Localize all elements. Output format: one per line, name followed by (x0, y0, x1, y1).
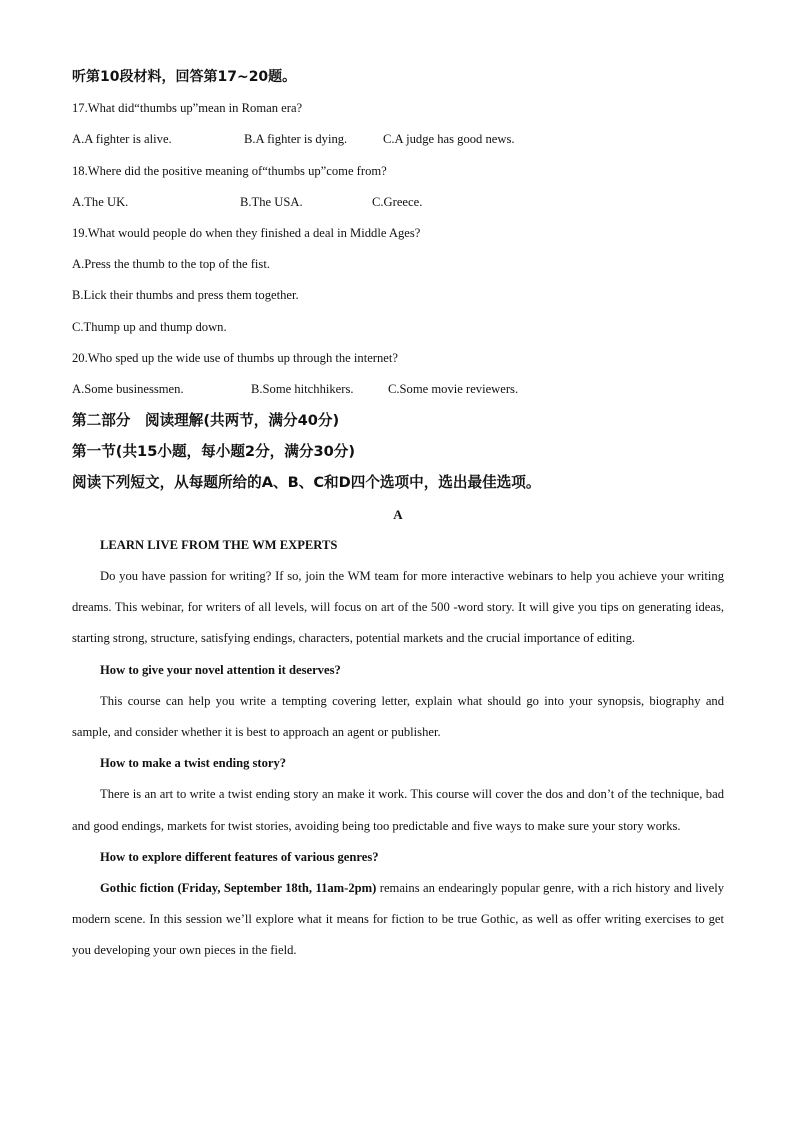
option-c: C.Some movie reviewers. (388, 381, 519, 396)
option-row (72, 187, 724, 218)
reading-instruction: 阅读下列短文，从每题所给的A、B、C和D四个选项中，选出最佳选项。 (72, 474, 541, 492)
passage-letter: A (393, 506, 403, 522)
option-b: B.The USA. (240, 194, 303, 209)
section-title: 第一节(共15小题，每小题2分，满分30分) (72, 443, 356, 461)
option-c: C.Thump up and thump down. (72, 319, 227, 334)
gothic-paragraph (72, 873, 724, 967)
section-heading: How to give your novel attention it deserves? (100, 662, 341, 677)
gothic-body: remains an endearingly popular genre, with a rich history and lively modern scene. In this session we’ll explore what it means for fiction to be true Gothic, as well as offer writing exercises to get you developing your own pieces in the field. (72, 880, 724, 958)
part-title: 第二部分 阅读理解(共两节，满分40分) (72, 412, 340, 430)
exam-page (72, 62, 724, 967)
option-a: A.Some businessmen. (72, 381, 184, 396)
option-b: B.A fighter is dying. (244, 132, 348, 147)
option-b: B.Some hitchhikers. (251, 381, 354, 396)
section-heading: How to make a twist ending story? (100, 756, 287, 771)
option-b: B.Lick their thumbs and press them together. (72, 288, 299, 303)
option-a: A.The UK. (72, 194, 129, 209)
section-body: There is an art to write a twist ending story an make it work. This course will cover the dos and don’t of the technique, bad and good endings, markets for twist stories, avoiding being too predictable and five ways to make sure your story works. (72, 787, 724, 833)
option-row (72, 124, 724, 155)
intro-paragraph: Do you have passion for writing? If so, join the WM team for more interactive webinars to help you achieve your writing dreams. This webinar, for writers of all levels, will focus on art of the 500 -word story. It will give you tips on generating ideas, starting strong, structure, satisfying endings, characters, potential markets and the crucial importance of editing. (72, 569, 724, 646)
section-heading: How to explore different features of various genres? (100, 849, 379, 864)
question-stem: 17.What did“thumbs up”mean in Roman era? (72, 101, 303, 116)
option-c: C.A judge has good news. (383, 132, 515, 147)
option-a: A.A fighter is alive. (72, 132, 172, 147)
option-c: C.Greece. (372, 194, 423, 209)
listening-instruction: 听第10段材料，回答第17~20题。 (72, 69, 297, 85)
question-stem: 20.Who sped up the wide use of thumbs up through the internet? (72, 350, 398, 365)
gothic-lead: Gothic fiction (Friday, September 18th, 11am-2pm) (100, 880, 377, 895)
question-stem: 18.Where did the positive meaning of“thumbs up”come from? (72, 163, 387, 178)
question-stem: 19.What would people do when they finished a deal in Middle Ages? (72, 225, 421, 240)
option-row (72, 374, 724, 405)
option-a: A.Press the thumb to the top of the fist. (72, 257, 270, 272)
passage-title: LEARN LIVE FROM THE WM EXPERTS (100, 537, 338, 552)
section-body: This course can help you write a tempting covering letter, explain what should go into your synopsis, biography and sample, and consider whether it is best to approach an agent or publisher. (72, 693, 724, 739)
